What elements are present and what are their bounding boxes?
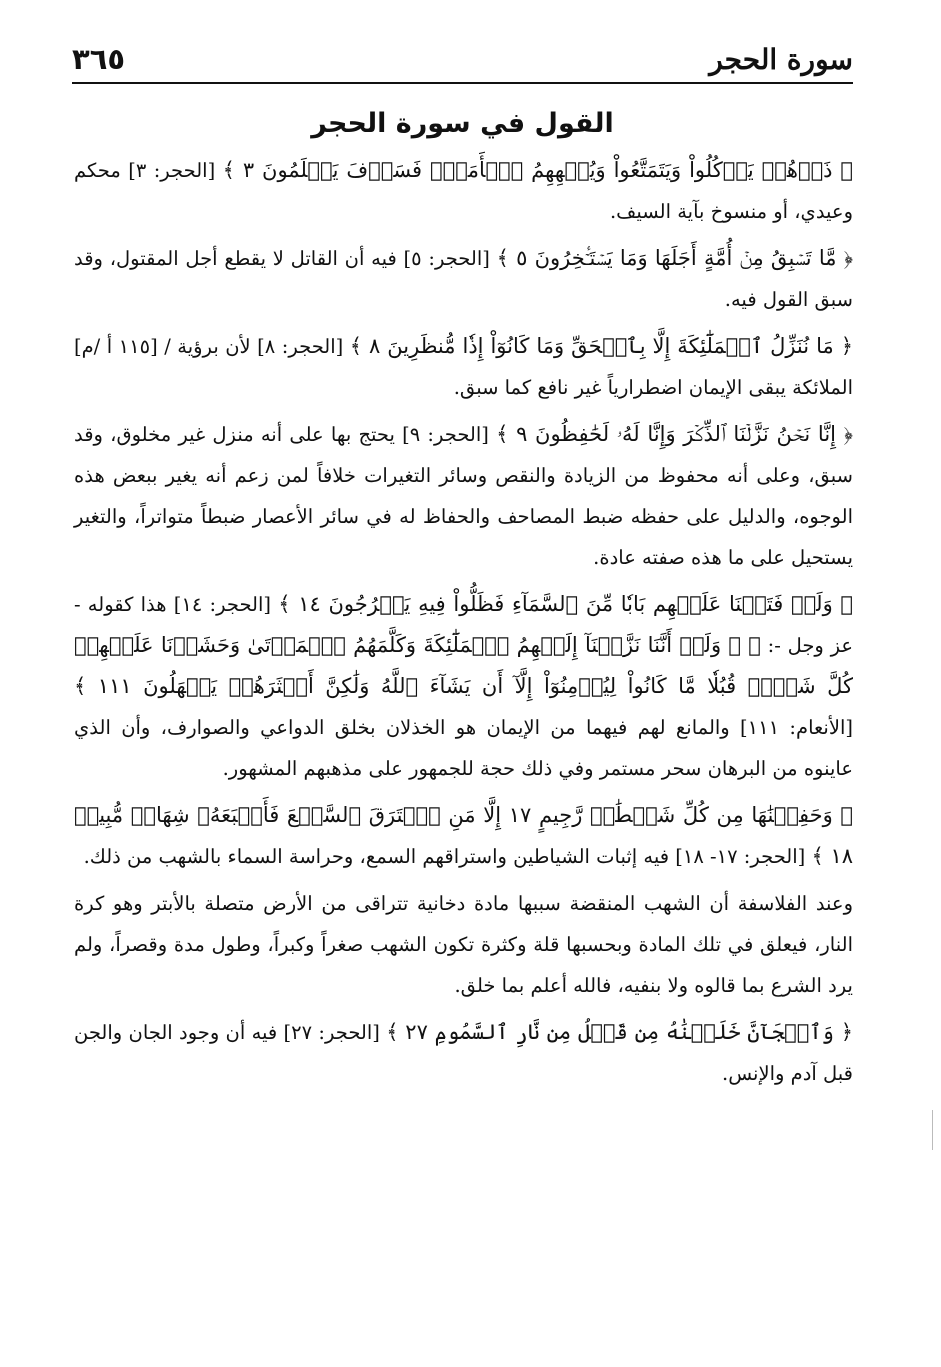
quran-verse: ﴿ وَلَوۡ فَتَحۡنَا عَلَيۡهِم بَابٗا مِّنَ ٱلسَّمَآءِ فَظَلُّواْ فِيهِ يَعۡرُجُونَ ١٤ ﴾ — [278, 592, 853, 616]
paragraph — [74, 1012, 853, 1094]
commentary-text: [الحجر: ٩] يحتج بها على أنه منزل غير مخلوق، وقد سبق، وعلى أنه محفوظ من الزيادة والنقص وسائر التغيرات خلافاً لمن زعم أنه يغير ببعض هذه الوجوه، والدليل على حفظه ضبط المصاحف والحفاظ له في سائر الأعصار ضبطاً متواتراً، والتغير يستحيل على ما هذه صفته عادة. — [74, 423, 853, 569]
running-header — [72, 36, 853, 84]
commentary-text: [الحجر: ٥] فيه أن القاتل لا يقطع أجل المقتول، وقد سبق القول فيه. — [74, 247, 853, 311]
commentary-body — [74, 150, 853, 1094]
paragraph — [74, 326, 853, 408]
paragraph — [74, 795, 853, 877]
paragraph — [74, 584, 853, 789]
commentary-text: [الحجر: ٣] محكم وعيدي، أو منسوخ بآية السيف. — [74, 159, 853, 223]
commentary-text: [الحجر: ١٧- ١٨] فيه إثبات الشياطين واستراقهم السمع، وحراسة السماء بالشهب من ذلك. — [83, 845, 806, 868]
quran-verse: ﴿ مَّا تَسۡبِقُ مِنۡ أُمَّةٍ أَجَلَهَا وَمَا يَسۡتَـٔۡخِرُونَ ٥ ﴾ — [496, 246, 853, 270]
commentary-text: [الحجر: ٨] لأن برؤية / [١١٥ أ /م] الملائكة يبقى الإيمان اضطرارياً غير نافع كما سبق. — [74, 335, 853, 399]
quran-verse: ﴿ ۞ وَلَوۡ أَنَّنَا نَزَّلۡنَآ إِلَيۡهِمُ ٱلۡمَلَٰٓئِكَةَ وَكَلَّمَهُمُ ٱلۡمَوۡتَىٰ وَحَشَرۡنَا عَلَيۡهِمۡ كُلَّ شَيۡءٖ قُبُلٗا مَّا كَانُواْ لِيُؤۡمِنُوٓاْ إِلَّآ أَن يَشَآءَ ٱللَّهُ وَلَٰكِنَّ أَكۡثَرَهُمۡ يَجۡهَلُونَ ١١١ ﴾ — [74, 633, 853, 698]
scan-artifact — [932, 1110, 933, 1150]
page-number: ٣٦٥ — [72, 42, 126, 76]
quran-verse: ﴿ وَٱلۡجَآنَّ خَلَقۡنَٰهُ مِن قَبۡلُ مِن نَّارِ ٱلسَّمُومِ ٢٧ ﴾ — [386, 1020, 854, 1044]
commentary-text: [الحجر: ١٤] هذا كقوله - عز وجل -: — [74, 593, 853, 657]
quran-verse: ﴿ ذَرۡهُمۡ يَأۡكُلُواْ وَيَتَمَتَّعُواْ وَيُلۡهِهِمُ ٱلۡأَمَلُۖ فَسَوۡفَ يَعۡلَمُونَ ٣ ﴾ — [222, 158, 854, 182]
commentary-text: وعند الفلاسفة أن الشهب المنقضة سببها مادة دخانية تتراقى من الأرض متصلة بالأبتر وهو كرة النار، فيعلق في تلك المادة وبحسبها قلة وكثرة تكون الشهب صغراً وكبراً، وطول مدة وقصراً، ولم يرد الشرع بما قالوه ولا بنفيه، فالله أعلم بما خلق. — [74, 892, 853, 997]
commentary-text: [الأنعام: ١١١] والمانع لهم فيهما من الإيمان هو الخذلان بخلق الدواعي والصوارف، وأن الذي عاينوه من البرهان سحر مستمر وفي ذلك حجة للجمهور على مذهبهم المشهور. — [74, 716, 853, 780]
section-heading: القول في سورة الحجر — [311, 108, 614, 139]
quran-verse: ﴿ مَا نُنَزِّلُ ٱلۡمَلَٰٓئِكَةَ إِلَّا بِٱلۡحَقِّ وَمَا كَانُوٓاْ إِذٗا مُّنظَرِينَ ٨ ﴾ — [349, 334, 853, 358]
quran-verse: ﴿ إِنَّا نَحۡنُ نَزَّلۡنَا ٱلذِّكۡرَ وَإِنَّا لَهُۥ لَحَٰفِظُونَ ٩ ﴾ — [496, 422, 853, 446]
paragraph — [74, 150, 853, 232]
commentary-text: [الحجر: ٢٧] فيه أن وجود الجان والجن قبل آدم والإنس. — [74, 1021, 853, 1085]
paragraph — [74, 883, 853, 1006]
quran-verse: ﴿ وَحَفِظۡنَٰهَا مِن كُلِّ شَيۡطَٰنٖ رَّجِيمٍ ١٧ إِلَّا مَنِ ٱسۡتَرَقَ ٱلسَّمۡعَ فَأَتۡبَعَهُۥ شِهَابٞ مُّبِينٞ ١٨ ﴾ — [74, 803, 853, 868]
surah-title: سورة الحجر — [709, 43, 853, 76]
paragraph — [74, 238, 853, 320]
paragraph — [74, 414, 853, 578]
